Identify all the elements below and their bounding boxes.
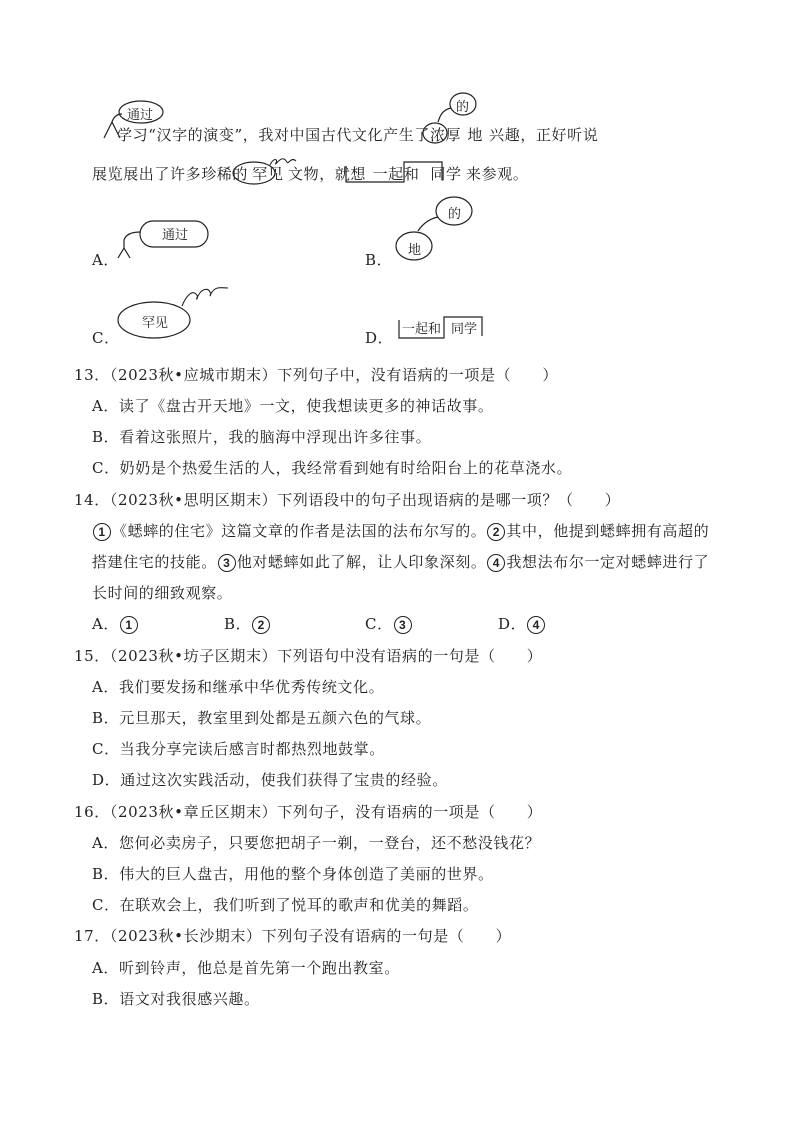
option-a[interactable]: A． 1	[92, 614, 139, 634]
passage-line-2: 搭建住宅的技能。 3 他对蟋蟀如此了解，让人印象深刻。 4 我想法布尔一定对蟋蟀进行了	[92, 553, 710, 571]
option-c[interactable]: C．奶奶是个热爱生活的人，我经常看到她有时给阳台上的花草浇水。	[92, 459, 573, 477]
circled-word-di: 地	[467, 126, 483, 144]
replace-word-de: 的	[456, 100, 470, 115]
option-c-text: 罕见	[142, 316, 169, 331]
intro-line-1: 学习“汉字的演变”，我对中国古代文化产生了浓厚 地 兴趣，正好听说	[117, 126, 599, 144]
option-d-box1: 一起和	[402, 322, 442, 337]
option-d-box2: 同学	[451, 322, 478, 337]
circled-number: 3	[394, 616, 412, 634]
delete-mark-icon	[232, 155, 302, 185]
option-b[interactable]: B．看着这张照片，我的脑海中浮现出许多往事。	[92, 428, 432, 446]
circled-number: 4	[527, 616, 545, 634]
question-stem: 16．（2023秋•章丘区期末）下列句子，没有语病的一项是（ ）	[74, 803, 543, 821]
question-stem: 13．（2023秋•应城市期末）下列句子中，没有语病的一项是（ ）	[74, 366, 559, 384]
option-a-text: 通过	[162, 228, 189, 243]
option-b[interactable]: B．伟大的巨人盘古，用他的整个身体创造了美丽的世界。	[92, 865, 494, 883]
option-c[interactable]: C．在联欢会上，我们听到了悦耳的歌声和优美的舞蹈。	[92, 896, 479, 914]
option-b[interactable]: B．元旦那天，教室里到处都是五颜六色的气球。	[92, 709, 432, 727]
question-stem: 17．（2023秋•长沙期末）下列句子没有语病的一句是（ ）	[74, 927, 512, 945]
option-d[interactable]: D． 4	[498, 614, 546, 634]
circled-number: 1	[120, 616, 138, 634]
intro-line-2: 展览展出了许多珍稀的 罕见 文物，就想 一起和 同学 来参观。	[92, 165, 529, 183]
option-b-bottom: 地	[408, 243, 422, 258]
circled-word-hanjian: 罕见	[252, 165, 284, 183]
replace-mark-icon	[390, 195, 480, 265]
option-a[interactable]: A．听到铃声，他总是首先第一个跑出教室。	[92, 959, 400, 977]
circled-number: 2	[487, 523, 505, 541]
option-c-label[interactable]: C．	[92, 329, 120, 347]
option-c[interactable]: C． 3	[365, 614, 413, 634]
delete-mark-icon	[116, 284, 236, 344]
option-d[interactable]: D．通过这次实践活动，使我们获得了宝贵的经验。	[92, 771, 448, 789]
option-d-label[interactable]: D．	[365, 329, 394, 347]
option-c[interactable]: C．当我分享完读后感言时都热烈地鼓掌。	[92, 740, 385, 758]
question-stem: 14．（2023秋•思明区期末）下列语段中的句子出现语病的是哪一项？（ ）	[74, 491, 621, 509]
option-b[interactable]: B． 2	[224, 614, 271, 634]
passage-line-1: 1 《蟋蟀的住宅》这篇文章的作者是法国的法布尔写的。 2 其中，他提到蟋蟀拥有高超的	[92, 521, 709, 541]
swap-word-2: 同学	[430, 165, 462, 183]
circled-number: 3	[218, 554, 236, 572]
swap-mark-icon	[342, 158, 452, 188]
circled-number: 1	[93, 523, 111, 541]
circled-number: 2	[252, 616, 270, 634]
option-a-label[interactable]: A．	[92, 251, 120, 269]
circled-number: 4	[487, 554, 505, 572]
option-a[interactable]: A．您何必卖房子，只要您把胡子一剃，一登台，还不愁没钱花？	[92, 834, 541, 852]
option-b[interactable]: B．语文对我很感兴趣。	[92, 990, 260, 1008]
question-stem: 15．（2023秋•坊子区期末）下列语句中没有语病的一句是（ ）	[74, 647, 543, 665]
option-b-top: 的	[448, 207, 462, 222]
swap-word-1: 一起和	[372, 165, 420, 183]
option-a[interactable]: A．我们要发扬和继承中华优秀传统文化。	[92, 678, 385, 696]
insert-word-tongguo: 通过	[127, 108, 154, 123]
option-a[interactable]: A．读了《盘古开天地》一文，使我想读更多的神话故事。	[92, 397, 494, 415]
option-b-label[interactable]: B．	[365, 251, 393, 269]
passage-line-3: 长时间的细致观察。	[92, 584, 233, 602]
